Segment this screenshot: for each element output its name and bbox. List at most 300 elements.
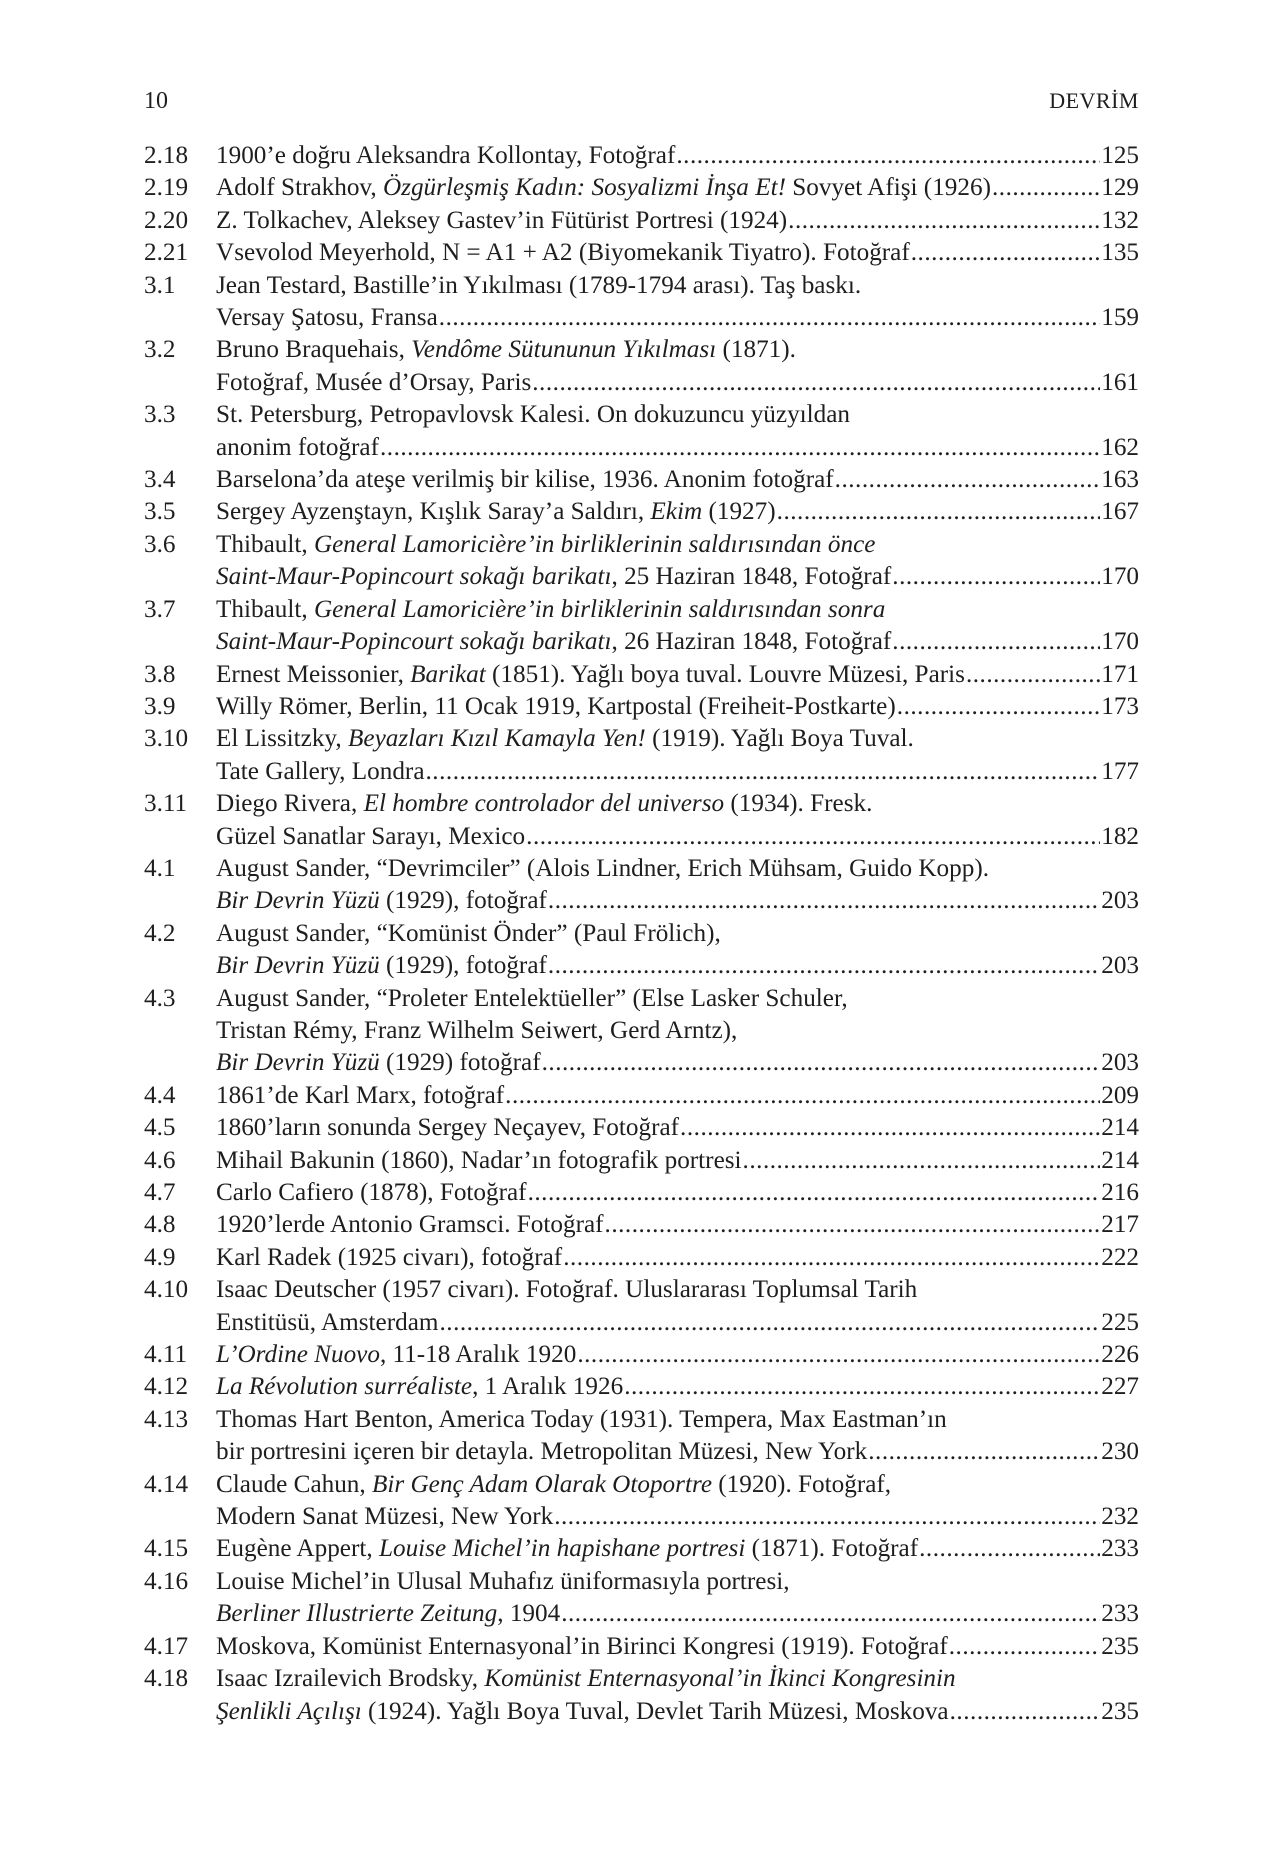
figure-caption — [216, 464, 1139, 496]
caption-line — [216, 1533, 1139, 1565]
caption-segment: Fotoğraf, Musée d’Orsay, Paris — [216, 368, 532, 396]
list-item — [144, 399, 1139, 464]
figure-number: 2.19 — [144, 174, 189, 202]
list-item — [144, 1274, 1139, 1339]
list-item — [144, 1631, 1139, 1663]
figure-number: 4.13 — [144, 1405, 189, 1433]
caption-line — [216, 1209, 1139, 1241]
dot-leader — [439, 1307, 1100, 1339]
caption-segment: (1919). Yağlı Boya Tuval. — [645, 725, 914, 753]
caption-segment: Thibault, — [216, 530, 314, 558]
caption-title-italic: La Révolution surréaliste — [216, 1373, 473, 1401]
page-ref: 230 — [1101, 1438, 1139, 1466]
caption-line — [216, 1566, 1139, 1598]
caption-segment: Sergey Ayzenştayn, Kışlık Saray’a Saldırı, — [216, 498, 651, 526]
figure-number: 4.12 — [144, 1373, 189, 1401]
caption-text — [216, 496, 776, 528]
caption-text — [216, 561, 891, 593]
caption-title-italic: Louise Michel’in hapishane portresi — [378, 1535, 746, 1563]
figure-caption — [216, 1663, 1139, 1728]
caption-segment: (1929) fotoğraf — [379, 1049, 541, 1077]
dot-leader — [554, 1501, 1100, 1533]
list-item — [144, 496, 1139, 528]
caption-segment: Claude Cahun, — [216, 1470, 372, 1498]
page-ref: 217 — [1101, 1211, 1139, 1239]
caption-text — [216, 1209, 604, 1241]
list-item — [144, 464, 1139, 496]
caption-segment: Karl Radek (1925 civarı), fotoğraf — [216, 1243, 563, 1271]
page-ref: 182 — [1101, 822, 1139, 850]
dot-leader — [868, 1436, 1100, 1468]
caption-text — [216, 1047, 541, 1079]
dot-leader — [526, 821, 1100, 853]
caption-line — [216, 1696, 1139, 1728]
page-ref: 203 — [1101, 952, 1139, 980]
caption-line — [216, 302, 1139, 334]
caption-text — [216, 140, 675, 172]
page-ref: 132 — [1101, 206, 1139, 234]
dot-leader — [892, 561, 1100, 593]
caption-title-italic: Vendôme Sütununun Yıkılması — [411, 336, 717, 364]
figure-caption — [216, 1274, 1139, 1339]
figure-number: 4.6 — [144, 1146, 176, 1174]
caption-text — [216, 302, 438, 334]
figure-number: 3.2 — [144, 336, 176, 364]
caption-title-italic: Saint-Maur-Popincourt sokağı barikatı — [216, 628, 612, 656]
caption-segment: Mihail Bakunin (1860), Nadar’ın fotografik portresi — [216, 1146, 742, 1174]
page-ref: 162 — [1101, 433, 1139, 461]
dot-leader — [897, 691, 1100, 723]
caption-segment: (1929), fotoğraf — [379, 952, 547, 980]
caption-line — [216, 788, 1139, 820]
caption-text — [216, 1696, 949, 1728]
caption-segment: Carlo Cafiero (1878), Fotoğraf — [216, 1179, 527, 1206]
caption-line — [216, 334, 1139, 366]
figure-number: 4.5 — [144, 1114, 176, 1142]
caption-title-italic: Bir Devrin Yüzü — [216, 887, 380, 915]
figure-caption — [216, 334, 1139, 399]
caption-line — [216, 367, 1139, 399]
figure-number: 4.3 — [144, 984, 176, 1012]
dot-leader — [548, 885, 1100, 917]
figure-caption — [216, 1404, 1139, 1469]
dot-leader — [426, 756, 1101, 788]
page-ref: 227 — [1101, 1373, 1139, 1401]
figure-caption — [216, 723, 1139, 788]
figure-caption — [216, 853, 1139, 918]
caption-line — [216, 464, 1139, 496]
figure-caption — [216, 1112, 1139, 1144]
figure-number: 2.21 — [144, 239, 189, 267]
caption-segment: Adolf Strakhov, — [216, 174, 383, 202]
caption-line — [216, 1112, 1139, 1144]
figure-number: 3.8 — [144, 660, 176, 688]
caption-line — [216, 1663, 1139, 1695]
figure-caption — [216, 659, 1139, 691]
caption-segment: (1927) — [702, 498, 776, 526]
list-item — [144, 270, 1139, 335]
caption-text — [216, 756, 425, 788]
caption-text — [216, 1112, 679, 1144]
caption-line — [216, 691, 1139, 723]
dot-leader — [577, 1339, 1100, 1371]
list-item — [144, 1177, 1139, 1209]
list-item — [144, 853, 1139, 918]
page-ref: 135 — [1101, 239, 1139, 267]
figure-caption — [216, 788, 1139, 853]
dot-leader — [605, 1209, 1101, 1241]
caption-line — [216, 529, 1139, 561]
list-item — [144, 1404, 1139, 1469]
figure-number: 2.20 — [144, 206, 189, 234]
caption-text — [216, 432, 379, 464]
dot-leader — [992, 172, 1100, 204]
figure-number: 3.6 — [144, 530, 176, 558]
caption-line — [216, 172, 1139, 204]
caption-line — [216, 1631, 1139, 1663]
page-ref: 235 — [1101, 1632, 1139, 1660]
caption-segment: Isaac Izrailevich Brodsky, — [216, 1665, 485, 1693]
caption-segment: (1924). Yağlı Boya Tuval, Devlet Tarih Müzesi, Moskova — [361, 1697, 949, 1725]
figure-number: 4.15 — [144, 1535, 189, 1563]
dot-leader — [380, 432, 1100, 464]
caption-segment: Jean Testard, Bastille’in Yıkılması (1789-1794 arası). Taş baskı. — [216, 271, 862, 299]
caption-line — [216, 594, 1139, 626]
caption-text — [216, 1533, 918, 1565]
caption-segment: 1920’lerde Antonio Gramsci. Fotoğraf — [216, 1211, 604, 1239]
dot-leader — [788, 205, 1100, 237]
page-ref: 163 — [1101, 466, 1139, 494]
page-ref: 129 — [1101, 174, 1139, 202]
dot-leader — [949, 1631, 1100, 1663]
dot-leader — [561, 1598, 1100, 1630]
list-item — [144, 205, 1139, 237]
figure-caption — [216, 399, 1139, 464]
list-item — [144, 691, 1139, 723]
dot-leader — [528, 1177, 1101, 1209]
caption-text — [216, 1177, 527, 1209]
list-item — [144, 1080, 1139, 1112]
caption-segment: anonim fotoğraf — [216, 433, 379, 461]
caption-segment: Isaac Deutscher (1957 civarı). Fotoğraf. Uluslararası Toplumsal Tarih — [216, 1276, 918, 1304]
caption-line — [216, 1015, 1139, 1047]
caption-segment: Tristan Rémy, Franz Wilhelm Seiwert, Gerd Arntz), — [216, 1016, 738, 1044]
list-item — [144, 529, 1139, 594]
page-number: 10 — [144, 88, 168, 114]
caption-title-italic: Ekim — [650, 498, 703, 526]
dot-leader — [676, 140, 1100, 172]
caption-segment: (1920). Fotoğraf, — [712, 1470, 892, 1498]
caption-title-italic: Beyazları Kızıl Kamayla Yen! — [348, 725, 646, 753]
page-ref: 125 — [1101, 142, 1139, 169]
caption-title-italic: Barikat — [410, 660, 486, 688]
list-item — [144, 1112, 1139, 1144]
caption-segment: Tate Gallery, Londra — [216, 757, 425, 785]
dot-leader — [505, 1080, 1100, 1112]
page-ref: 214 — [1101, 1114, 1139, 1142]
caption-segment: Bruno Braquehais, — [216, 336, 412, 364]
caption-segment: Willy Römer, Berlin, 11 Ocak 1919, Kartpostal (Freiheit-Postkarte) — [216, 692, 896, 720]
figure-number: 3.4 — [144, 466, 176, 494]
caption-text — [216, 1339, 576, 1371]
figure-number: 2.18 — [144, 142, 189, 169]
figure-number: 4.4 — [144, 1081, 176, 1109]
page-ref: 161 — [1101, 368, 1139, 396]
caption-text — [216, 1436, 867, 1468]
page-ref: 233 — [1101, 1535, 1139, 1563]
figure-number: 3.9 — [144, 692, 176, 720]
caption-line — [216, 626, 1139, 658]
figure-number: 3.1 — [144, 271, 176, 299]
list-of-figures — [144, 140, 1139, 1728]
page-ref: 225 — [1101, 1308, 1139, 1336]
figure-number: 4.9 — [144, 1243, 176, 1271]
caption-segment: Z. Tolkachev, Aleksey Gastev’in Fütürist Portresi (1924) — [216, 206, 788, 234]
caption-text — [216, 172, 991, 204]
dot-leader — [439, 302, 1100, 334]
running-header — [144, 88, 1139, 115]
caption-line — [216, 1307, 1139, 1339]
caption-line — [216, 756, 1139, 788]
caption-segment: , 25 Haziran 1848, Fotoğraf — [611, 563, 892, 591]
caption-title-italic: Bir Genç Adam Olarak Otoportre — [372, 1470, 712, 1498]
page-ref: 173 — [1101, 692, 1139, 720]
caption-text — [216, 1080, 504, 1112]
dot-leader — [911, 237, 1100, 269]
page-ref: 203 — [1101, 887, 1139, 915]
list-item — [144, 172, 1139, 204]
dot-leader — [892, 626, 1100, 658]
caption-text — [216, 1598, 560, 1630]
caption-line — [216, 1339, 1139, 1371]
caption-text — [216, 1631, 948, 1663]
caption-text — [216, 205, 787, 237]
caption-segment: Versay Şatosu, Fransa — [216, 304, 438, 332]
list-item — [144, 1663, 1139, 1728]
caption-line — [216, 1436, 1139, 1468]
figure-caption — [216, 496, 1139, 528]
page-ref: 170 — [1101, 563, 1139, 591]
dot-leader — [624, 1371, 1100, 1403]
list-item — [144, 1469, 1139, 1534]
caption-line — [216, 432, 1139, 464]
dot-leader — [563, 1242, 1100, 1274]
caption-segment: August Sander, “Devrimciler” (Alois Lindner, Erich Mühsam, Guido Kopp). — [216, 854, 990, 882]
list-item — [144, 1242, 1139, 1274]
caption-text — [216, 367, 531, 399]
dot-leader — [919, 1533, 1100, 1565]
page-ref: 226 — [1101, 1341, 1139, 1369]
caption-text — [216, 1307, 438, 1339]
list-item — [144, 1533, 1139, 1565]
figure-number: 4.16 — [144, 1567, 189, 1595]
caption-line — [216, 399, 1139, 431]
figure-caption — [216, 205, 1139, 237]
list-item — [144, 1209, 1139, 1241]
caption-line — [216, 821, 1139, 853]
page-ref: 233 — [1101, 1600, 1139, 1628]
caption-line — [216, 853, 1139, 885]
figure-caption — [216, 983, 1139, 1080]
caption-segment: bir portresini içeren bir detayla. Metropolitan Müzesi, New York — [216, 1438, 868, 1466]
caption-segment: , 11-18 Aralık 1920 — [379, 1341, 577, 1369]
caption-segment: Vsevolod Meyerhold, N = A1 + A2 (Biyomekanik Tiyatro). Fotoğraf — [216, 239, 910, 267]
figure-caption — [216, 1533, 1139, 1565]
caption-segment: (1934). Fresk. — [724, 790, 873, 818]
caption-line — [216, 496, 1139, 528]
caption-segment: August Sander, “Proleter Entelektüeller” (Else Lasker Schuler, — [216, 984, 848, 1012]
caption-line — [216, 1469, 1139, 1501]
caption-text — [216, 237, 910, 269]
caption-title-italic: General Lamoricière’in birliklerinin saldırısından sonra — [313, 595, 886, 623]
caption-segment: Eugène Appert, — [216, 1535, 379, 1563]
caption-line — [216, 1047, 1139, 1079]
list-item — [144, 334, 1139, 399]
page-ref: 235 — [1101, 1697, 1139, 1725]
caption-segment: , 1 Aralık 1926 — [472, 1373, 624, 1401]
page-ref: 167 — [1101, 498, 1139, 526]
page-ref: 214 — [1101, 1146, 1139, 1174]
caption-title-italic: Bir Devrin Yüzü — [216, 1049, 380, 1077]
figure-caption — [216, 1469, 1139, 1534]
caption-text — [216, 885, 547, 917]
figure-number: 4.18 — [144, 1665, 189, 1693]
running-title: DEVRİM — [1049, 88, 1139, 113]
list-item — [144, 723, 1139, 788]
caption-line — [216, 205, 1139, 237]
figure-caption — [216, 1080, 1139, 1112]
figure-number: 4.11 — [144, 1341, 188, 1369]
page-ref: 177 — [1101, 757, 1139, 785]
list-item — [144, 594, 1139, 659]
caption-segment: 1860’ların sonunda Sergey Neçayev, Fotoğraf — [216, 1114, 680, 1142]
page-ref: 222 — [1101, 1243, 1139, 1271]
caption-line — [216, 270, 1139, 302]
list-item — [144, 1339, 1139, 1371]
caption-text — [216, 464, 834, 496]
dot-leader — [777, 496, 1101, 528]
caption-line — [216, 723, 1139, 755]
figure-caption — [216, 1242, 1139, 1274]
caption-line — [216, 237, 1139, 269]
page-ref: 159 — [1101, 304, 1139, 332]
caption-segment: 1861’de Karl Marx, fotoğraf — [216, 1081, 505, 1109]
figure-caption — [216, 172, 1139, 204]
figure-number: 4.7 — [144, 1179, 176, 1206]
dot-leader — [680, 1112, 1100, 1144]
list-item — [144, 1566, 1139, 1631]
caption-text — [216, 1145, 742, 1177]
caption-segment: Moskova, Komünist Enternasyonal’in Birinci Kongresi (1919). Fotoğraf — [216, 1632, 948, 1660]
caption-text — [216, 659, 965, 691]
list-item — [144, 659, 1139, 691]
page-ref: 203 — [1101, 1049, 1139, 1077]
caption-title-italic: Şenlikli Açılışı — [216, 1697, 362, 1725]
caption-text — [216, 1501, 553, 1533]
figure-number: 4.8 — [144, 1211, 176, 1239]
figure-caption — [216, 1566, 1139, 1631]
figure-caption — [216, 529, 1139, 594]
caption-line — [216, 1177, 1139, 1209]
dot-leader — [966, 659, 1100, 691]
caption-title-italic: El hombre controlador del universo — [363, 790, 725, 818]
caption-line — [216, 918, 1139, 950]
caption-text — [216, 1242, 562, 1274]
caption-segment: Louise Michel’in Ulusal Muhafız üniformasıyla portresi, — [216, 1567, 790, 1595]
caption-line — [216, 950, 1139, 982]
caption-line — [216, 983, 1139, 1015]
caption-segment: Barselona’da ateşe verilmiş bir kilise, 1936. Anonim fotoğraf — [216, 466, 834, 494]
caption-title-italic: General Lamoricière’in birliklerinin saldırısından önce — [313, 530, 876, 558]
caption-segment: El Lissitzky, — [216, 725, 348, 753]
caption-title-italic: L’Ordine Nuovo — [216, 1341, 380, 1369]
list-item — [144, 983, 1139, 1080]
caption-text — [216, 1371, 623, 1403]
figure-caption — [216, 270, 1139, 335]
list-item — [144, 237, 1139, 269]
figure-caption — [216, 140, 1139, 172]
caption-line — [216, 659, 1139, 691]
caption-line — [216, 1404, 1139, 1436]
caption-line — [216, 140, 1139, 172]
page-ref: 170 — [1101, 628, 1139, 656]
figure-caption — [216, 1371, 1139, 1403]
figure-caption — [216, 1339, 1139, 1371]
caption-text — [216, 691, 896, 723]
caption-line — [216, 1501, 1139, 1533]
dot-leader — [743, 1145, 1101, 1177]
caption-line — [216, 1242, 1139, 1274]
caption-segment: (1871). Fotoğraf — [745, 1535, 919, 1563]
caption-text — [216, 626, 891, 658]
list-item — [144, 918, 1139, 983]
figure-caption — [216, 1177, 1139, 1209]
caption-segment: , 1904 — [497, 1600, 561, 1628]
figure-caption — [216, 918, 1139, 983]
caption-title-italic: Bir Devrin Yüzü — [216, 952, 380, 980]
caption-segment: Sovyet Afişi (1926) — [785, 174, 991, 202]
caption-segment: (1851). Yağlı boya tuval. Louvre Müzesi, Paris — [485, 660, 965, 688]
caption-segment: (1929), fotoğraf — [379, 887, 547, 915]
page-ref: 216 — [1101, 1179, 1139, 1206]
page-ref: 171 — [1101, 660, 1139, 688]
caption-line — [216, 1145, 1139, 1177]
figure-number: 4.17 — [144, 1632, 189, 1660]
caption-title-italic: Özgürleşmiş Kadın: Sosyalizmi İnşa Et! — [382, 174, 786, 202]
dot-leader — [835, 464, 1101, 496]
caption-title-italic: Berliner Illustrierte Zeitung — [216, 1600, 498, 1628]
list-item — [144, 1145, 1139, 1177]
dot-leader — [950, 1696, 1101, 1728]
figure-number: 4.1 — [144, 854, 176, 882]
dot-leader — [542, 1047, 1101, 1079]
caption-line — [216, 1274, 1139, 1306]
figure-number: 3.7 — [144, 595, 176, 623]
caption-segment: (1871). — [716, 336, 796, 364]
caption-segment: 1900’e doğru Aleksandra Kollontay, Fotoğraf — [216, 142, 676, 169]
caption-text — [216, 821, 525, 853]
figure-number: 3.3 — [144, 401, 176, 429]
figure-caption — [216, 594, 1139, 659]
figure-number: 4.10 — [144, 1276, 189, 1304]
caption-segment: Diego Rivera, — [216, 790, 364, 818]
caption-segment: Güzel Sanatlar Sarayı, Mexico — [216, 822, 526, 850]
caption-segment: , 26 Haziran 1848, Fotoğraf — [611, 628, 892, 656]
caption-segment: Thomas Hart Benton, America Today (1931). Tempera, Max Eastman’ın — [216, 1405, 947, 1433]
dot-leader — [532, 367, 1100, 399]
page-ref: 232 — [1101, 1503, 1139, 1531]
figure-caption — [216, 1209, 1139, 1241]
